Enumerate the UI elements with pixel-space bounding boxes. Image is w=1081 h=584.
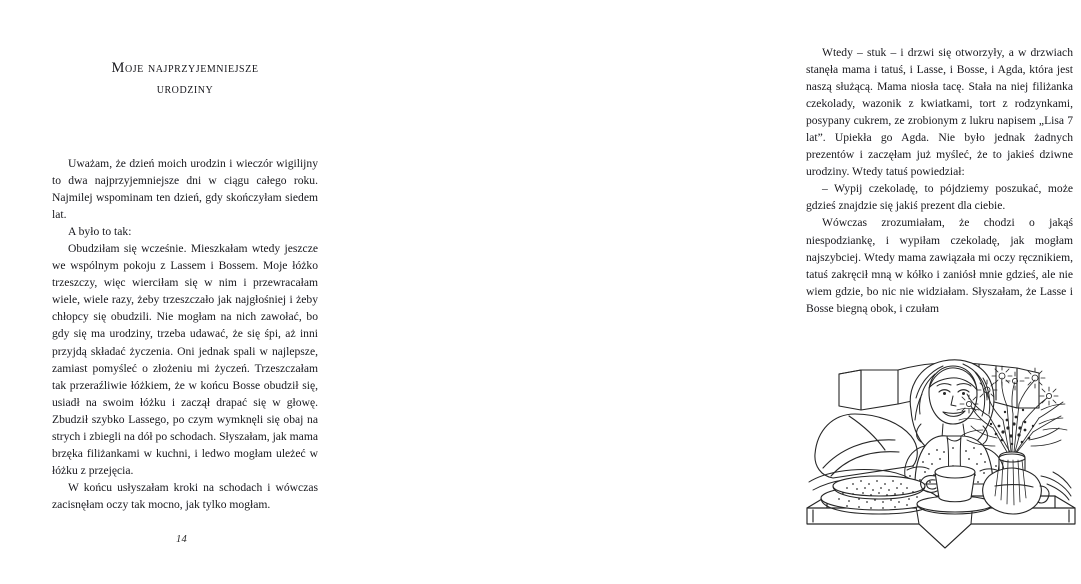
left-column-text <box>52 155 318 513</box>
illustration-girl-in-bed <box>803 358 1081 558</box>
paragraph: Wówczas zrozumiałam, że chodzi o jakąś niespodziankę, i wypiłam czekoladę, jak mogłam najszybciej. Wtedy mama zawiązała mi oczy ręcznikiem, tatuś zakręcił mną w kółko i zaniósł mnie gdzieś, ale nie wiem gdzie, bo nic nie widziałam. Słyszałam, że Lasse i Bosse biegną obok, i czułam <box>806 216 1073 315</box>
paragraph: Uważam, że dzień moich urodzin i wieczór wigilijny to dwa najprzyjemniejsze dni w ciągu całego roku. Najmilej wspominam ten dzień, gdy skończyłam siedem lat. <box>52 157 318 222</box>
chapter-title <box>52 58 318 100</box>
chapter-title-line-2: urodziny <box>156 81 214 97</box>
paragraph: Obudziłam się wcześnie. Mieszkałam wtedy jeszcze we wspólnym pokoju z Lassem i Bossem. Moje łóżko trzeszczy, więc wierciłam się w nim i przewracałam wiele, wiele razy, żeby trzeszczało jak najgłośniej i żeby chłopcy się obudzili. Nie mogłam na nich zawołać, bo gdy się ma urodziny, trzeba udawać, że się śpi, aż inni przyjdą składać życzenia. Oni jednak spali w najlepsze, zamiast pomyśleć o złożeniu mi życzeń. Trzeszczałam tak przeraźliwie łóżkiem, że w końcu Bosse obudził się, usiadł na swoim łóżku i zaczął drapać się w głowę. Zbudził szybko Lassego, po czym wymknęli się obaj na strych i zbiegli na dół po schodach. Słyszałam, jak mama brzęka filiżankami w kuchni, i ledwo mogłam uleżeć w łóżku z przejęcia. <box>52 242 318 477</box>
page-number: 14 <box>176 534 188 545</box>
left-page <box>0 0 375 584</box>
paragraph: – Wypij czekoladę, to pójdziemy poszukać, może gdzieś znajdzie się jakiś prezent dla ciebie. <box>806 182 1073 213</box>
paragraph: Wtedy – stuk – i drzwi się otworzyły, a w drzwiach stanęła mama i tatuś, i Lasse, i Bosse, i Agda, która jest naszą służącą. Mama niosła tacę. Stała na niej filiżanka czekolady, wazonik z kwiatkami, tort z rodzynkami, posypany cukrem, ze zrobionym z lukru napisem „Lisa 7 lat”. Upiekła go Agda. Nie było jednak żadnych prezentów i zaczęłam już myśleć, że to jakieś dziwne urodziny. Wtedy tatuś powiedział: <box>806 46 1073 179</box>
right-column-text <box>806 44 1073 317</box>
chapter-title-line-1: Moje najprzyjemniejsze <box>111 60 259 76</box>
pillow-icon <box>815 414 917 478</box>
paragraph: A było to tak: <box>68 225 132 239</box>
paragraph: W końcu usłyszałam kroki na schodach i wówczas zacisnęłam oczy tak mocno, jak tylko mogłam. <box>52 480 318 511</box>
right-page <box>375 0 1073 584</box>
